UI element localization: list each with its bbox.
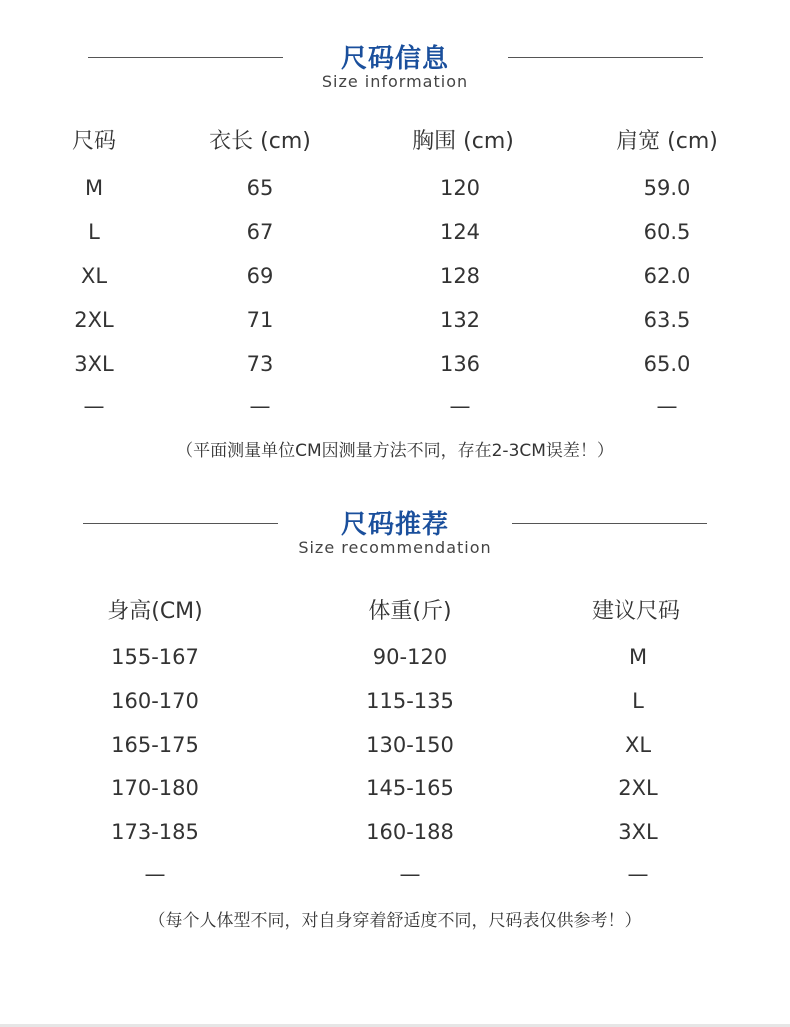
size-info-subtitle: Size information xyxy=(321,72,469,91)
recommended-size-cell: M xyxy=(628,645,648,669)
table-row xyxy=(0,637,790,677)
size-cell: — xyxy=(83,394,105,418)
height-cell: 155-167 xyxy=(111,645,199,669)
size-cell: L xyxy=(88,220,100,244)
column-header: 建议尺码 xyxy=(591,599,681,624)
length-cell: 65 xyxy=(246,176,274,200)
table-row xyxy=(0,168,790,208)
column-header: 体重(斤) xyxy=(368,599,452,624)
weight-cell: — xyxy=(399,862,421,886)
shoulder-cell: 60.5 xyxy=(643,220,691,244)
shoulder-cell: — xyxy=(656,394,678,418)
column-header: 胸围 (cm) xyxy=(412,129,514,154)
table-row xyxy=(0,681,790,721)
height-cell: — xyxy=(144,862,166,886)
chest-cell: 120 xyxy=(439,176,481,200)
weight-cell: 90-120 xyxy=(372,645,448,669)
size-cell: M xyxy=(84,176,104,200)
column-header: 肩宽 (cm) xyxy=(616,129,718,154)
height-cell: 165-175 xyxy=(111,733,199,757)
size-recommend-subtitle: Size recommendation xyxy=(298,538,492,557)
table-row xyxy=(0,386,790,426)
shoulder-cell: 59.0 xyxy=(643,176,691,200)
table-header-row xyxy=(0,122,790,162)
table-row xyxy=(0,725,790,765)
size-cell: 3XL xyxy=(74,352,114,376)
column-header: 衣长 (cm) xyxy=(209,129,311,154)
chest-cell: 128 xyxy=(439,264,481,288)
chest-cell: — xyxy=(449,394,471,418)
weight-cell: 160-188 xyxy=(366,820,454,844)
weight-cell: 145-165 xyxy=(366,776,454,800)
table-row xyxy=(0,212,790,252)
weight-cell: 130-150 xyxy=(366,733,454,757)
shoulder-cell: 62.0 xyxy=(643,264,691,288)
recommended-size-cell: L xyxy=(632,689,644,713)
size-recommend-title: 尺码推荐 xyxy=(340,510,449,540)
length-cell: 67 xyxy=(246,220,274,244)
recommended-size-cell: 3XL xyxy=(618,820,658,844)
length-cell: — xyxy=(249,394,271,418)
size-recommend-note: （每个人体型不同，对自身穿着舒适度不同，尺码表仅供参考！） xyxy=(148,911,642,931)
chest-cell: 136 xyxy=(439,352,481,376)
size-recommend-header xyxy=(0,504,790,564)
size-info-note: （平面测量单位CM因测量方法不同，存在2-3CM误差！） xyxy=(176,441,614,461)
length-cell: 69 xyxy=(246,264,274,288)
size-cell: 2XL xyxy=(74,308,114,332)
table-row xyxy=(0,344,790,384)
height-cell: 160-170 xyxy=(111,689,199,713)
table-row xyxy=(0,256,790,296)
table-row xyxy=(0,854,790,894)
column-header: 身高(CM) xyxy=(107,599,203,624)
height-cell: 173-185 xyxy=(111,820,199,844)
chest-cell: 132 xyxy=(439,308,481,332)
shoulder-cell: 63.5 xyxy=(643,308,691,332)
size-info-title: 尺码信息 xyxy=(340,44,449,74)
column-header: 尺码 xyxy=(71,129,117,154)
recommended-size-cell: 2XL xyxy=(618,776,658,800)
table-row xyxy=(0,812,790,852)
table-row xyxy=(0,300,790,340)
recommended-size-cell: XL xyxy=(624,733,652,757)
shoulder-cell: 65.0 xyxy=(643,352,691,376)
weight-cell: 115-135 xyxy=(366,689,454,713)
height-cell: 170-180 xyxy=(111,776,199,800)
chest-cell: 124 xyxy=(439,220,481,244)
table-row xyxy=(0,768,790,808)
table-header-row xyxy=(0,592,790,632)
length-cell: 73 xyxy=(246,352,274,376)
recommended-size-cell: — xyxy=(627,862,649,886)
size-cell: XL xyxy=(80,264,108,288)
size-info-header xyxy=(0,38,790,98)
length-cell: 71 xyxy=(246,308,274,332)
